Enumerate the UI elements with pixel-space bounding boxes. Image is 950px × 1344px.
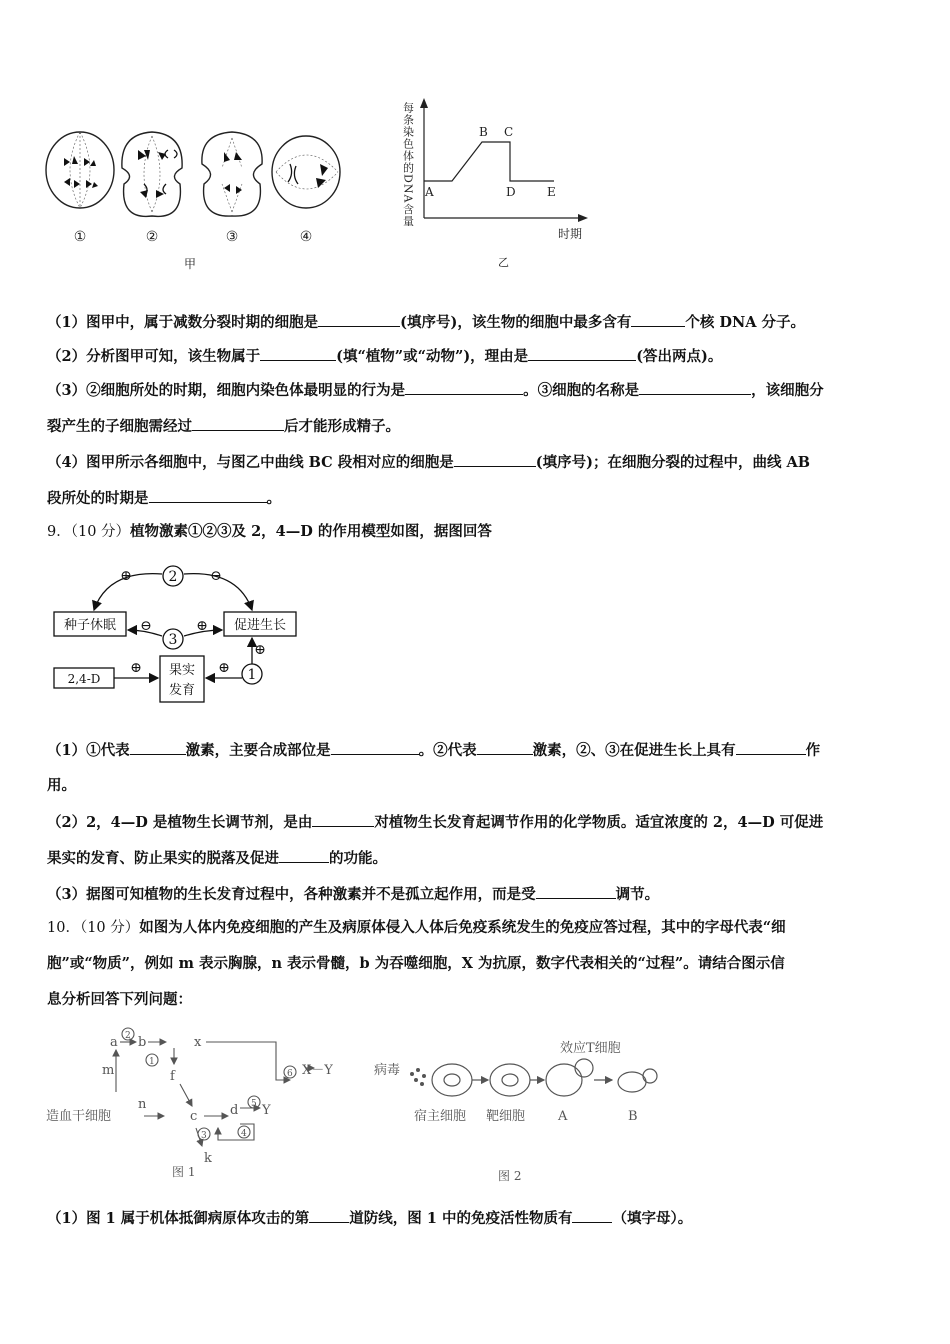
sign-plus: ⊕ (120, 568, 132, 584)
point-a: A (425, 185, 434, 199)
blank[interactable] (528, 346, 636, 361)
sign-plus: ⊕ (130, 660, 142, 676)
q10-stem-3: 息分析回答下列问题： (47, 991, 192, 1008)
point-c: C (504, 125, 514, 139)
q9-stem: 9．（10 分）植物激素①②③及 2，4—D 的作用模型如图，据图回答 (47, 523, 492, 540)
label-f: f (170, 1069, 175, 1084)
hormone-3-label: 3 (168, 632, 178, 648)
cell-3 (202, 132, 262, 216)
target-cell-label: 靶细胞 (486, 1109, 526, 1124)
blank[interactable] (405, 380, 523, 395)
dna-curve (424, 142, 554, 181)
q8-part2: （2）分析图甲可知，该生物属于 (填“植物”或“动物”)，理由是 (答出两点)。 (47, 348, 723, 365)
cell-2 (122, 132, 182, 216)
label-m: m (102, 1063, 115, 1078)
blank[interactable] (149, 488, 267, 503)
blank[interactable] (312, 812, 374, 827)
sign-plus: ⊕ (218, 660, 230, 676)
cell-b (618, 1072, 646, 1092)
point-b: B (479, 125, 488, 139)
y-axis-label: 每条染色体的DNA含量 (401, 102, 415, 228)
q10-part1: （1）图 1 属于机体抵御病原体攻击的第 道防线，图 1 中的免疫活性物质有 （填字母）。 (47, 1210, 693, 1227)
q8-part4-cont: 段所处的时期是 。 (47, 490, 281, 507)
label-n: n (138, 1097, 147, 1112)
blank[interactable] (639, 380, 751, 395)
label-seed-dormancy: 种子休眠 (63, 618, 117, 633)
hormone-diagram (48, 560, 308, 710)
label-b: b (138, 1035, 147, 1050)
blank[interactable] (477, 740, 533, 755)
step-5: 5 (251, 1099, 257, 1109)
label-cell-a: A (558, 1109, 568, 1124)
blank[interactable] (279, 848, 329, 863)
sign-plus: ⊕ (196, 618, 208, 634)
blank[interactable] (130, 740, 186, 755)
blank[interactable] (572, 1208, 612, 1223)
blank[interactable] (631, 312, 685, 327)
q9-part1-cont: 用。 (47, 777, 76, 794)
point-e: E (547, 185, 556, 199)
x-axis-label: 时期 (558, 227, 583, 241)
q9-part2: （2）2，4—D 是植物生长调节剂，是由 对植物生长发育起调节作用的化学物质。适宜浓度的 2，4—D 可促进 (47, 814, 824, 831)
hormone-1-label: 1 (247, 667, 257, 683)
sign-plus: ⊕ (254, 642, 266, 658)
figure-yi (392, 96, 592, 272)
stem-cell-label: 造血干细胞 (46, 1109, 112, 1124)
label-promote-growth: 促进生长 (233, 618, 287, 633)
q8-part4: （4）图甲所示各细胞中，与图乙中曲线 BC 段相对应的细胞是 (填序号)；在细胞分裂的过程中，曲线 AB (47, 454, 811, 471)
step-3: 3 (201, 1131, 207, 1141)
blank[interactable] (192, 416, 284, 431)
label-c: c (190, 1109, 198, 1124)
immune-figure-1 (44, 1024, 354, 1184)
label-x-y: X－Y (302, 1063, 333, 1078)
figure-jia-caption: 甲 (183, 257, 197, 271)
cell-label-2: ② (145, 229, 159, 245)
q9-part1: （1）①代表 激素，主要合成部位是 。②代表 激素，②、③在促进生长上具有 作 (47, 742, 821, 759)
label-24d: 2,4-D (67, 672, 101, 686)
step-2: 2 (125, 1031, 131, 1041)
q8-part3-cont: 裂产生的子细胞需经过 后才能形成精子。 (47, 418, 400, 435)
blank[interactable] (309, 1208, 349, 1223)
q10-stem-1: 10．（10 分）如图为人体内免疫细胞的产生及病原体侵入人体后免疫系统发生的免疫应答过程，其中的字母代表“细 (47, 919, 786, 936)
label-y: Y (262, 1103, 271, 1118)
q10-stem-2: 胞”或“物质”，例如 m 表示胸腺，n 表示骨髓，b 为吞噬细胞，X 为抗原，数字代表相关的“过程”。请结合图示信 (47, 955, 785, 972)
q8-part3: （3）②细胞所处的时期，细胞内染色体最明显的行为是 。③细胞的名称是 ，该细胞分 (47, 382, 824, 399)
figure-1-caption: 图 1 (172, 1165, 196, 1179)
label-k: k (204, 1151, 212, 1166)
label-fruit-2: 发育 (168, 683, 196, 698)
effector-t-cell-label: 效应T细胞 (560, 1041, 621, 1056)
immune-figure-2 (372, 1030, 672, 1190)
label-x: x (194, 1035, 202, 1050)
q8-part1: （1）图甲中，属于减数分裂时期的细胞是 (填序号)，该生物的细胞中最多含有 个核 DNA 分子。 (47, 314, 806, 331)
cell-label-3: ③ (225, 229, 239, 245)
cell-a (546, 1064, 582, 1096)
effector-t-cell (575, 1059, 593, 1077)
label-a: a (110, 1035, 118, 1050)
blank[interactable] (331, 740, 419, 755)
blank[interactable] (260, 346, 336, 361)
host-cell (432, 1064, 472, 1096)
step-4: 4 (241, 1129, 247, 1139)
label-fruit-1: 果实 (168, 663, 196, 678)
cell-4 (272, 136, 340, 208)
virus-label: 病毒 (374, 1063, 401, 1078)
figure-2-caption: 图 2 (498, 1169, 522, 1183)
blank[interactable] (536, 884, 616, 899)
sign-minus: ⊖ (140, 618, 152, 634)
cell-label-4: ④ (299, 229, 313, 245)
blank[interactable] (318, 312, 400, 327)
cell-label-1: ① (73, 229, 87, 245)
label-d: d (230, 1103, 239, 1118)
figure-jia (40, 118, 350, 278)
step-1: 1 (149, 1057, 155, 1067)
sign-minus: ⊖ (210, 568, 222, 584)
point-d: D (506, 185, 516, 199)
figure-yi-caption: 乙 (498, 256, 509, 269)
step-6: 6 (287, 1069, 293, 1079)
target-cell (490, 1064, 530, 1096)
q9-part2-cont: 果实的发育、防止果实的脱落及促进 的功能。 (47, 850, 387, 867)
host-cell-label: 宿主细胞 (414, 1109, 467, 1124)
blank[interactable] (736, 740, 806, 755)
blank[interactable] (454, 452, 536, 467)
label-cell-b: B (628, 1109, 638, 1124)
hormone-2-label: 2 (168, 569, 178, 585)
q9-part3: （3）据图可知植物的生长发育过程中，各种激素并不是孤立起作用，而是受 调节。 (47, 886, 660, 903)
